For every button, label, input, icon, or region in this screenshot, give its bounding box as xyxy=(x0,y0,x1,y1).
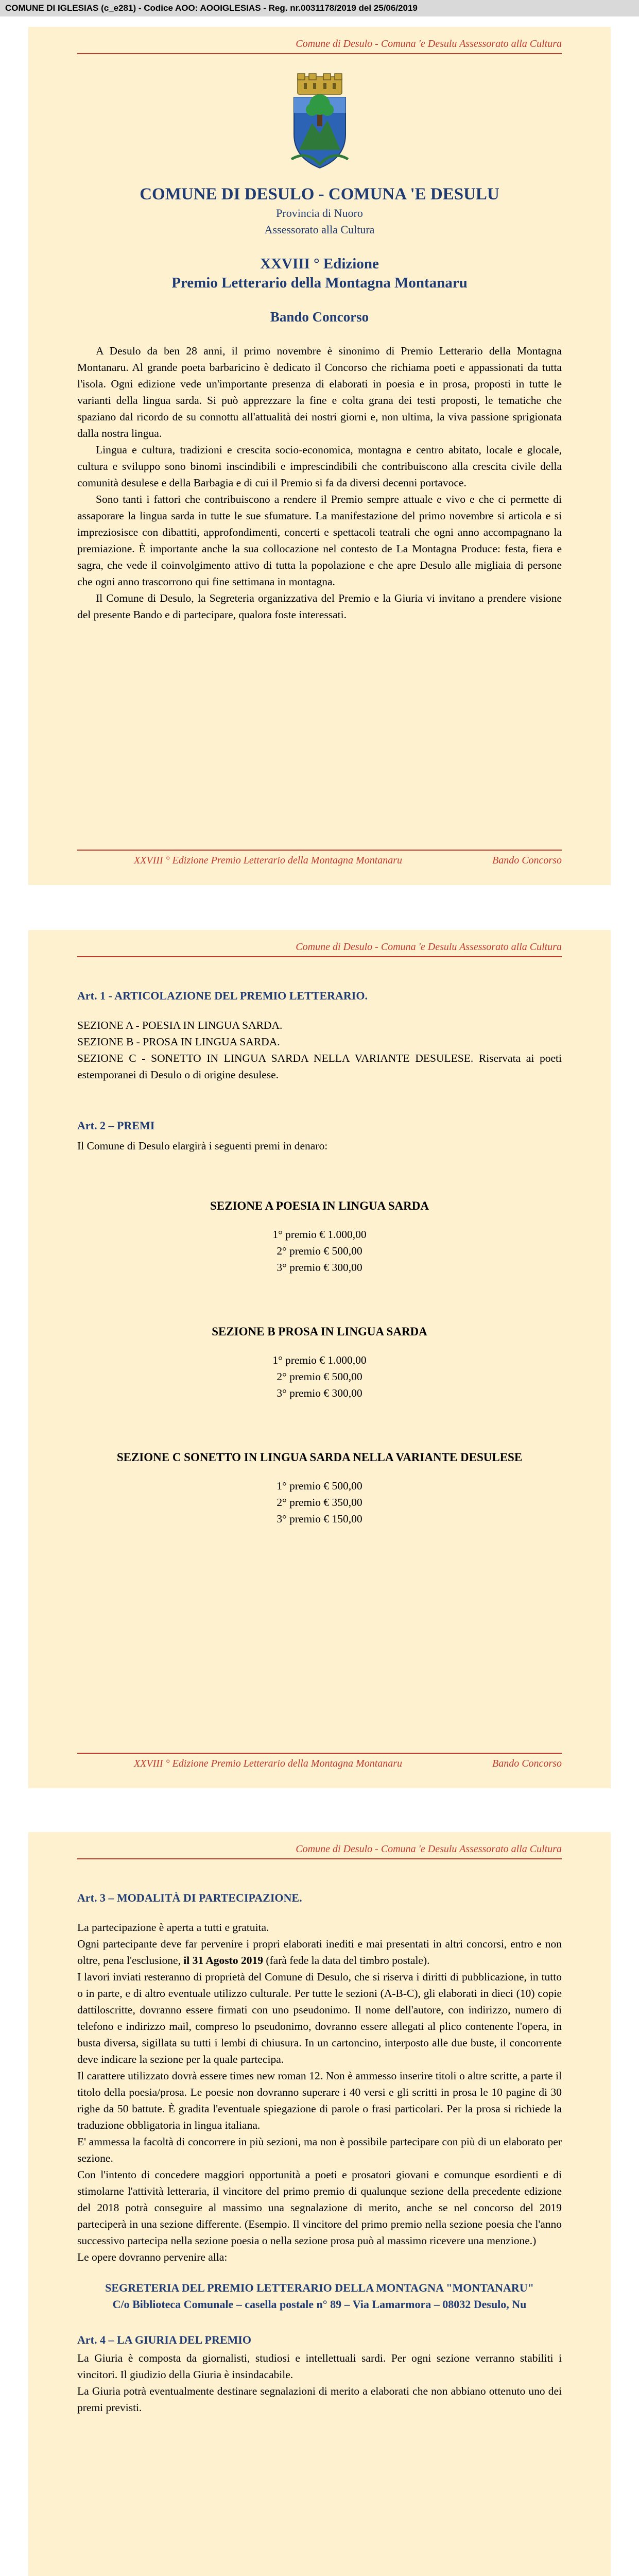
deadline-post: (farà fede la data del timbro postale). xyxy=(263,1954,430,1967)
art4-text xyxy=(77,2350,562,2416)
section-b-prizes xyxy=(77,1352,562,1401)
registry-header: COMUNE DI IGLESIAS (c_e281) - Codice AOO: AOOIGLESIAS - Reg. nr.0031178/2019 del 25/06/2019 xyxy=(0,0,639,16)
art1-text xyxy=(77,1017,562,1083)
footer-edition: XXVIII ° Edizione Premio Letterario della Montagna Montanaru xyxy=(133,855,403,866)
section-a-prizes xyxy=(77,1226,562,1276)
footer-bando: Bando Concorso xyxy=(492,1758,562,1769)
province: Provincia di Nuoro xyxy=(276,207,363,219)
page-2 xyxy=(28,930,611,1788)
page-footer xyxy=(77,1753,562,1770)
art4-paragraph: La Giuria potrà eventualmente destinare segnalazioni di merito a elaborati che non abbiano ottenuto uno dei premi previsti. xyxy=(77,2385,562,2414)
art2-intro: Il Comune di Desulo elargirà i seguenti premi in denaro: xyxy=(77,1140,328,1152)
footer-bando: Bando Concorso xyxy=(492,855,562,866)
art3-deadline-paragraph xyxy=(77,1936,562,1969)
page-1 xyxy=(28,27,611,885)
section-b-title: SEZIONE B PROSA IN LINGUA SARDA xyxy=(212,1325,427,1338)
page-header: Comune di Desulo - Comuna 'e Desulu Assessorato alla Cultura xyxy=(77,27,562,54)
art3-paragraph: La partecipazione è aperta a tutti e gratuita. xyxy=(77,1921,269,1934)
section-a-title: SEZIONE A POESIA IN LINGUA SARDA xyxy=(210,1199,429,1212)
prize-title: Premio Letterario della Montagna Montanaru xyxy=(171,275,468,291)
prize-line: 1° premio € 1.000,00 xyxy=(272,1354,367,1366)
footer-edition: XXVIII ° Edizione Premio Letterario della Montagna Montanaru xyxy=(133,1758,403,1769)
page-header: Comune di Desulo - Comuna 'e Desulu Assessorato alla Cultura xyxy=(77,930,562,957)
prize-line: 3° premio € 300,00 xyxy=(277,1387,362,1399)
art3-paragraph: I lavori inviati resteranno di proprietà del Comune di Desulo, che si riserva i diritti di pubblicazione, in tutto o in parte, e di altro eventuale utilizzo culturale. Per tutte le sezioni (A-B-C), gli elaborati in dieci (10) copie dattiloscritte, dovranno essere firmati con uno pseudonimo. Il nome dell'autore, con indirizzo, numero di telefono e indirizzo mail, compreso lo pseudonimo, dovranno essere allegati al plico contenente l'opera, in busta diversa, sigillata su tutti i lembi di chiusura. In un cartoncino, interposto alle due buste, il concorrente deve indicare la sezione per la quale partecipa. xyxy=(77,1971,562,2065)
prize-line: 1° premio € 1.000,00 xyxy=(272,1228,367,1241)
prize-line: 3° premio € 150,00 xyxy=(277,1513,362,1525)
intro-paragraph: A Desulo da ben 28 anni, il primo novembre è sinonimo di Premio Letterario della Montagna Montanaru. Al grande poeta barbaricino è dedicato il Concorso che richiama poeti e appassionati da tutta l'isola. Ogni edizione vede un'importante presenza di elaborati in poesia e in prosa, proposti in tutte le varianti della lingua sarda. Si può apprezzare la fine e colta grana dei testi proposti, le tematiche che spaziano dal ricordo de su connottu all'attualità dei nostri giorni e, non ultima, la viva passione sprigionata dalla nostra lingua. xyxy=(77,345,562,439)
art3-paragraph: Il carattere utilizzato dovrà essere times new roman 12. Non è ammesso inserire titoli o altre scritte, a parte il titolo della poesia/prosa. Le poesie non dovranno superare i 40 versi e gli scritti in prosa le 10 pagine di 30 righe da 50 battute. È gradita l'eventuale spiegazione di parole o frasi particolari. Per la prosa si richiede la traduzione obbligatoria in lingua italiana. xyxy=(77,2070,562,2131)
page-title: COMUNE DI DESULO - COMUNA 'E DESULU xyxy=(140,185,499,204)
art1-line: SEZIONE C - SONETTO IN LINGUA SARDA NELLA VARIANTE DESULESE. Riservata ai poeti estemporanei di Desulo o di origine desulese. xyxy=(77,1052,562,1081)
art4-paragraph: La Giuria è composta da giornalisti, studiosi e intellettuali sardi. Per ogni sezione verranno stabiliti i vincitori. Il giudizio della Giuria è insindacabile. xyxy=(77,2352,562,2381)
edition-title: XXVIII ° Edizione xyxy=(260,256,379,272)
art3-paragraph: Con l'intento di concedere maggiori opportunità a poeti e prosatori giovani e comunque esordienti e di stimolarne l'attività letteraria, il vincitore del primo premio di qualunque sezione della precedente edizione del 2018 potrà conseguire al massimo una segnalazione di merito, anche se nel concorso del 2019 parteciperà in una sezione differente. (Esempio. Il vincitore del primo premio nella sezione poesia che l'anno successivo partecipa nella sezione poesia o nella sezione prosa può al massimo ricevere una menzione.) xyxy=(77,2168,562,2247)
page-3 xyxy=(28,1832,611,2576)
office: Assessorato alla Cultura xyxy=(264,223,375,236)
art3-text xyxy=(77,1919,562,2265)
prize-line: 1° premio € 500,00 xyxy=(277,1480,362,1492)
section-c-prizes xyxy=(77,1478,562,1527)
intro-paragraph: Il Comune di Desulo, la Segreteria organizzativa del Premio e la Giuria vi invitano a prendere visione del presente Bando e di partecipare, qualora foste interessati. xyxy=(77,592,562,621)
prize-line: 2° premio € 350,00 xyxy=(277,1496,362,1509)
art1-title: Art. 1 - ARTICOLAZIONE DEL PREMIO LETTERARIO. xyxy=(77,989,368,1002)
deadline-date: il 31 Agosto 2019 xyxy=(183,1954,263,1967)
address-line: SEGRETERIA DEL PREMIO LETTERARIO DELLA MONTAGNA "MONTANARU" xyxy=(105,2281,534,2294)
art1-line: SEZIONE B - PROSA IN LINGUA SARDA. xyxy=(77,1036,280,1048)
prize-line: 2° premio € 500,00 xyxy=(277,1370,362,1383)
submission-address xyxy=(77,2280,562,2313)
art3-paragraph: Le opere dovranno pervenire alla: xyxy=(77,2251,228,2263)
art3-title: Art. 3 – MODALITÀ DI PARTECIPAZIONE. xyxy=(77,1891,302,1904)
coat-of-arms-icon xyxy=(286,73,353,171)
prize-line: 3° premio € 300,00 xyxy=(277,1261,362,1274)
deadline-pre: Ogni partecipante deve far pervenire i propri elaborati inediti e mai presentati in altri concorsi, entro e non oltre, pena l'esclusione, xyxy=(77,1938,562,1967)
address-line: C/o Biblioteca Comunale – casella postale n° 89 – Via Lamarmora – 08032 Desulo, Nu xyxy=(112,2298,527,2311)
intro-paragraph: Lingua e cultura, tradizioni e crescita socio-economica, montagna e centro abitato, locale e glocale, cultura e sviluppo sono binomi inscindibili e imprescindibili che contribuiscono alla crescita civile della comunità desulese e della Barbagia e di cui il Premio si fa da diversi decenni portavoce. xyxy=(77,444,562,489)
bando-title: Bando Concorso xyxy=(270,309,369,325)
intro-paragraph: Sono tanti i fattori che contribuiscono a rendere il Premio sempre attuale e vivo e che ci permette di assaporare la lingua sarda in tutte le sue sfumature. La manifestazione del primo novembre si articola e si impreziosisce con dibattiti, approfondimenti, concerti e spettacoli teatrali che ogni anno accompagnano la premiazione. È importante anche la sua collocazione nel contesto de La Montagna Produce: festa, fiera e sagra, che vede il coinvolgimento attivo di tutta la popolazione e che apre Desulo alle migliaia di persone che ogni anno trascorrono qui fine settimana in montagna. xyxy=(77,493,562,588)
prize-line: 2° premio € 500,00 xyxy=(277,1245,362,1257)
art2-title: Art. 2 – PREMI xyxy=(77,1119,155,1132)
page-header: Comune di Desulo - Comuna 'e Desulu Assessorato alla Cultura xyxy=(77,1832,562,1859)
art3-paragraph: E' ammessa la facoltà di concorrere in più sezioni, ma non è possibile partecipare con più di un elaborato per sezione. xyxy=(77,2136,562,2164)
intro-text xyxy=(77,343,562,623)
art4-title: Art. 4 – LA GIURIA DEL PREMIO xyxy=(77,2333,251,2346)
page-footer xyxy=(77,850,562,867)
section-c-title: SEZIONE C SONETTO IN LINGUA SARDA NELLA VARIANTE DESULESE xyxy=(116,1451,523,1464)
art1-line: SEZIONE A - POESIA IN LINGUA SARDA. xyxy=(77,1019,283,1031)
